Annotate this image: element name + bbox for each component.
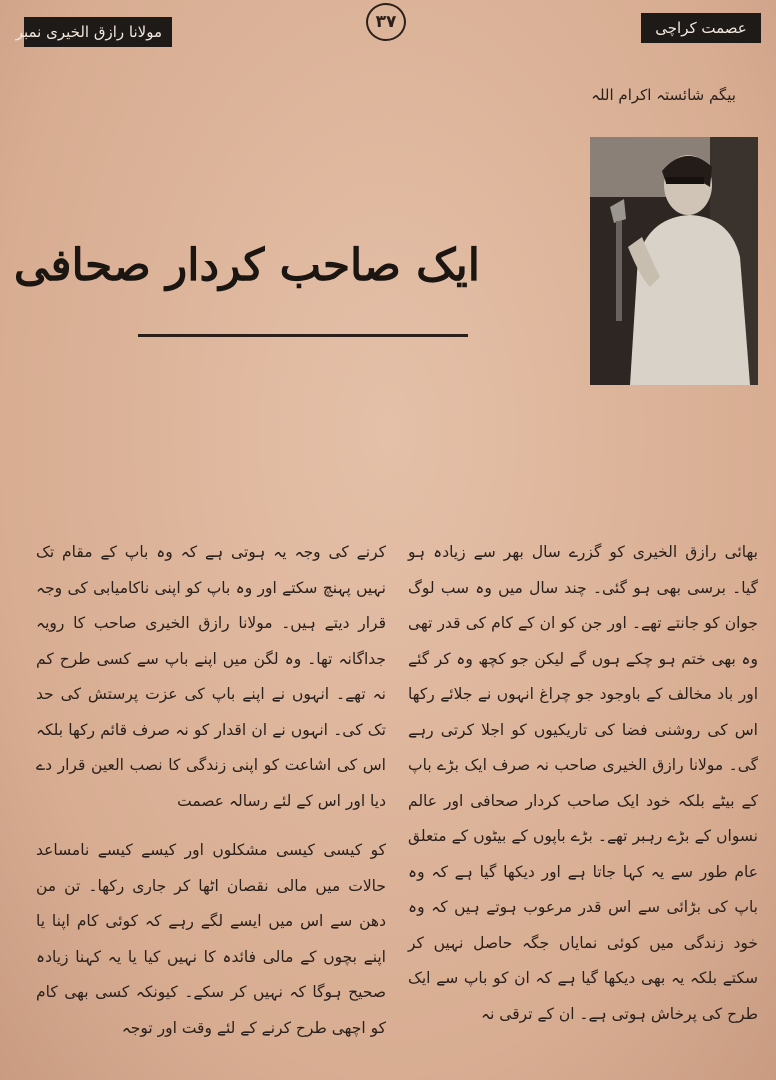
title-underline [138,334,468,337]
magazine-tag: عصمت کراچی [641,13,761,43]
body-paragraph: کرنے کی وجہ یہ ہوتی ہے کہ وہ باپ کے مقام تک نہیں پہنچ سکتے اور وہ باپ کو اپنی ناکامیابی کی وجہ قرار دیتے ہیں۔ مولانا رازق الخیری صاحب کا رویہ جداگانہ تھا۔ وہ لگن میں اپنے باپ سے کسی طرح کم نہ تھے۔ انہوں نے اپنے باپ کی عزت پرستش کی حد تک کی۔ انہوں نے ان اقدار کو نہ صرف قائم رکھا بلکہ اس کی اشاعت کو اپنی زندگی کا نصب العین قرار دے دیا اور اس کے لئے رسالہ عصمت [36,543,386,810]
right-column [408,535,758,1032]
body-paragraph: کو کیسی کیسی مشکلوں اور کیسے کیسے نامساعد حالات میں مالی نقصان اٹھا کر جاری رکھا۔ تن من دھن سے اس میں ایسے لگے رہے کہ کوئی کام اپنا یا اپنے بچوں کے مالی فائدہ کا نہیں کیا یا یہ کہنا زیادہ صحیح ہوگا کہ نہیں کر سکے۔ کیونکہ کسی بھی کام کو اچھی طرح کرنے کے لئے وقت اور توجہ [36,841,386,1037]
issue-tag: مولانا رازق الخیری نمبر [24,17,172,47]
author-name: بیگم شائستہ اکرام اللہ [591,86,736,104]
author-photo [590,137,758,385]
page-number: ۳۷ [366,3,406,41]
body-paragraph: بھائی رازق الخیری کو گزرے سال بھر سے زیادہ ہو گیا۔ برسی بھی ہو گئی۔ چند سال میں وہ سب لوگ جوان کو جانتے تھے۔ اور جن کو ان کے کام کی قدر تھی وہ بھی ختم ہو چکے ہوں گے لیکن جو کچھ وہ کر گئے اور باد مخالف کے باوجود جو چراغ انہوں نے جلائے رکھا اس کی روشنی فضا کی تاریکیوں کو اجلا کرتی رہے گی۔ مولانا رازق الخیری صاحب نہ صرف ایک بڑے باپ کے بیٹے بلکہ خود ایک صاحب کردار صحافی اور عالم نسواں کے بڑے رہبر تھے۔ بڑے باپوں کے بیٹوں کے متعلق عام طور سے یہ کہا جاتا ہے اور دیکھا گیا ہے کہ وہ باپ کی بڑائی سے اس قدر مرعوب ہوتے ہیں کہ وہ خود زندگی میں کوئی نمایاں جگہ حاصل نہیں کر سکتے بلکہ یہ بھی دیکھا گیا ہے کہ ان کو باپ سے ایک طرح کی پرخاش ہوتی ہے۔ ان کے ترقی نہ [408,543,758,1023]
article-title: ایک صاحب کردار صحافی [13,240,480,291]
left-column [36,535,386,1046]
